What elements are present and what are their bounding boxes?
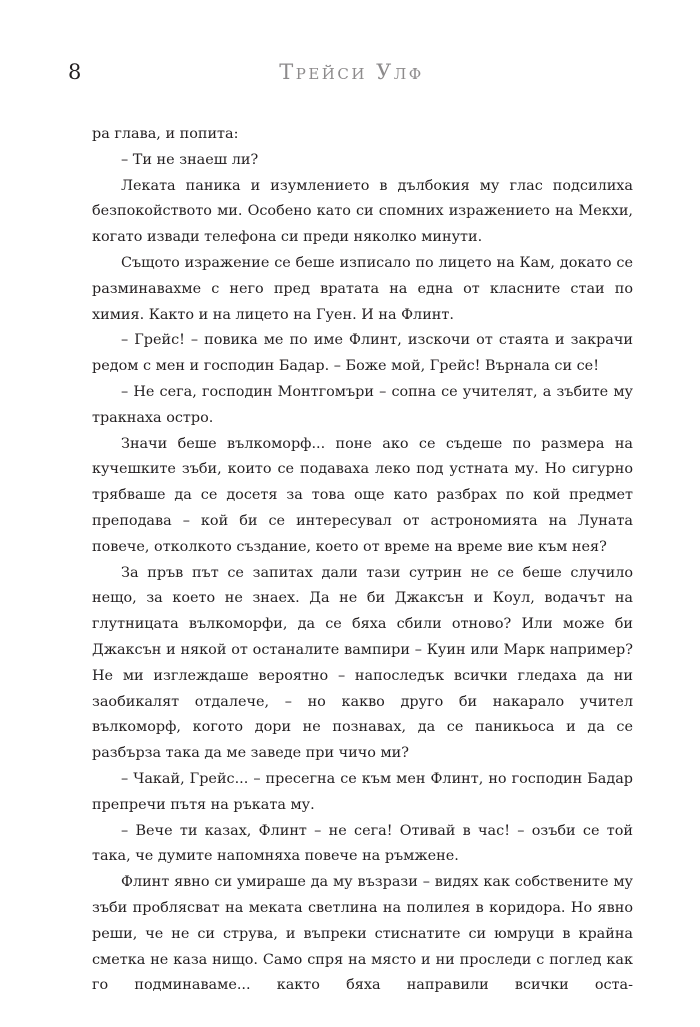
paragraph: За пръв път се запитах дали тази сутрин не се беше случило нещо, за което не знаех. Да не би Джаксън и Коул, водачът на глутницата вълкоморфи, да се бяха сбили отново? Или може би Джаксън и някой от останалите вампири – Куин или Марк например? Не ми изглеждаше вероятно – напоследък всички гледаха да ни заобикалят отдалече, – но какво друго би накарало учител вълкоморф, когото дори не познавах, да се паникьоса и да се разбърза така да ме заведе при чичо ми? (92, 564, 633, 762)
paragraph: – Не сега, господин Монтгомъри – сопна се учителят, а зъбите му тракнаха остро. (92, 383, 633, 426)
paragraph: Същото изражение се беше изписало по лицето на Кам, докато се разминавахме с него пред вратата на една от класните стаи по химия. Както и на лицето на Гуен. И на Флинт. (92, 254, 633, 323)
page-header (68, 60, 635, 92)
paragraph: – Чакай, Грейс... – пресегна се към мен Флинт, но господин Бадар препречи пътя на ръката му. (92, 770, 633, 813)
paragraph: – Грейс! – повика ме по име Флинт, изскочи от стаята и закрачи редом с мен и господин Бадар. – Боже мой, Грейс! Върнала си се! (92, 332, 633, 375)
paragraph: Флинт явно си умираше да му възрази – видях как собствените му зъби проблясват на меката светлина на полилея в коридора. Но явно реши, че не си струва, и въпреки стиснатите си юмруци в крайна сметка не каза нищо. Само спря на място и ни проследи с поглед как го подминаваме... както бяха направили всички оста- (92, 874, 633, 994)
body-text (92, 122, 633, 999)
page-number: 8 (68, 60, 82, 84)
paragraph: – Ти не знаеш ли? (121, 151, 259, 168)
paragraph: Значи беше вълкоморф... поне ако се съдеше по размера на кучешките зъби, които се подаваха леко под устната му. Но сигурно трябваше да се досетя за това още като разбрах по кой предмет преподава – кой би се интересувал от астрономията на Луната повече, отколкото създание, което от време на време вие към нея? (92, 435, 633, 555)
paragraph: – Вече ти казах, Флинт – не сега! Отивай в час! – озъби се той така, че думите напомняха повече на ръмжене. (92, 822, 633, 865)
running-title: Трейси Улф (279, 60, 424, 84)
paragraph: Леката паника и изумлението в дълбокия му глас подсилиха безпокойството ми. Особено като си спомних изражението на Мекхи, когато извади телефона си преди няколко минути. (92, 177, 633, 246)
paragraph: ра глава, и попита: (92, 126, 239, 142)
